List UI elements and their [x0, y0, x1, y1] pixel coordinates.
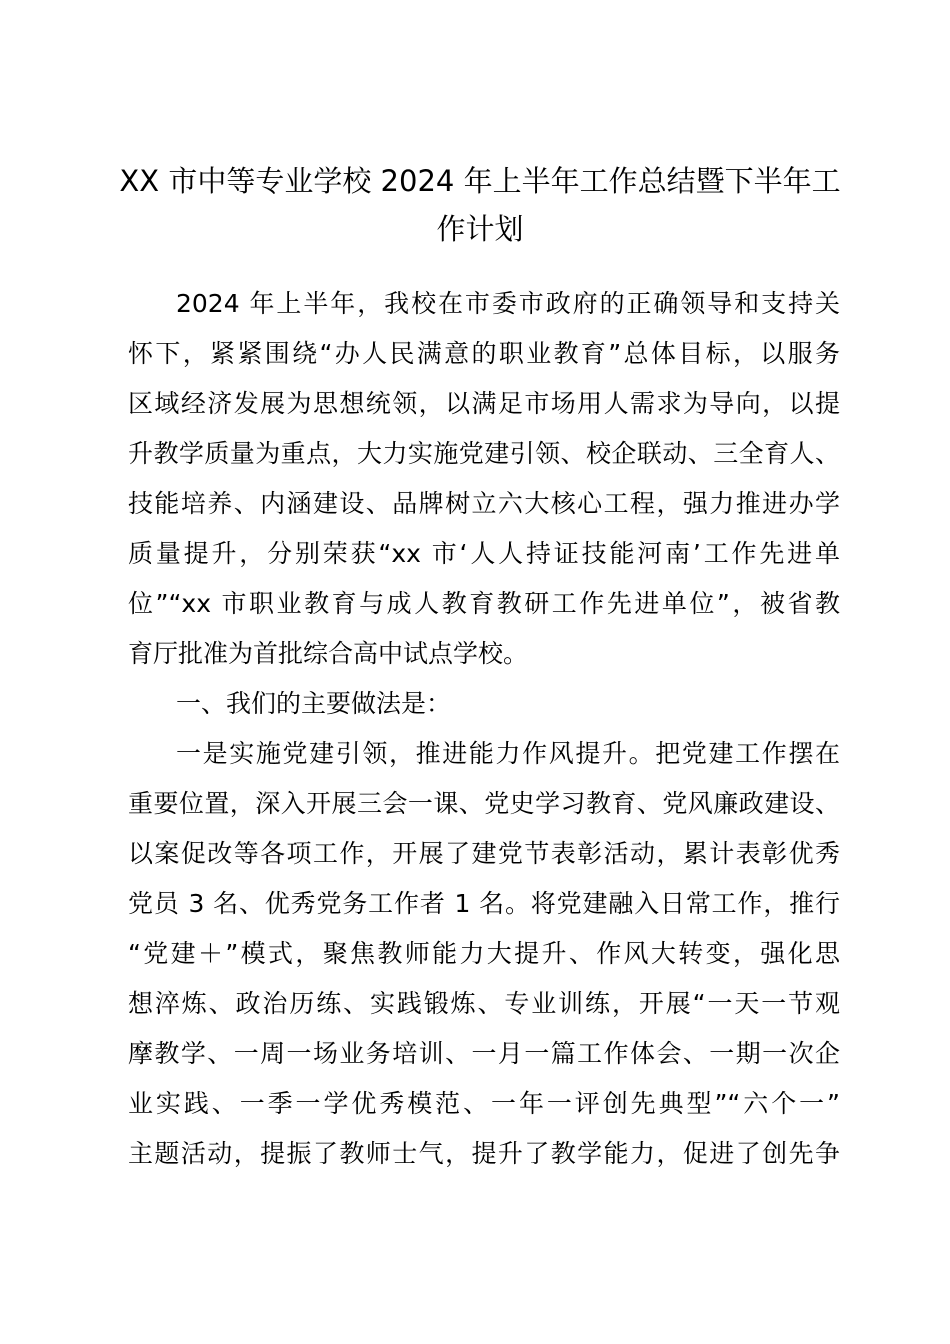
paragraph-2-line-5: “党建＋”模式，聚焦教师能力大提升、作风大转变，强化思 — [128, 939, 840, 968]
paragraph-1-line-7: 位”“xx 市职业教育与成人教育教研工作先进单位”，被省教 — [128, 589, 840, 618]
paragraph-2-line-6: 想淬炼、政治历练、实践锻炼、专业训练，开展“一天一节观 — [128, 989, 840, 1018]
paragraph-1-line-8: 育厅批准为首批综合高中试点学校。 — [128, 639, 529, 668]
paragraph-2-line-9: 主题活动，提振了教师士气，提升了教学能力，促进了创先争 — [128, 1139, 840, 1168]
paragraph-1-line-6: 质量提升，分别荣获“xx 市‘人人持证技能河南’工作先进单 — [128, 539, 840, 568]
paragraph-1-line-2: 怀下，紧紧围绕“办人民满意的职业教育”总体目标，以服务 — [128, 339, 840, 368]
paragraph-1-line-1: 2024 年上半年，我校在市委市政府的正确领导和支持关 — [176, 289, 840, 318]
paragraph-1-line-3: 区域经济发展为思想统领，以满足市场用人需求为导向，以提 — [128, 389, 840, 418]
document-title-line-2: 作计划 — [436, 212, 524, 246]
section-heading: 一、我们的主要做法是： — [176, 689, 452, 718]
paragraph-1-line-5: 技能培养、内涵建设、品牌树立六大核心工程，强力推进办学 — [128, 489, 840, 518]
paragraph-2-line-4: 党员 3 名、优秀党务工作者 1 名。将党建融入日常工作，推行 — [128, 889, 840, 918]
paragraph-2-line-1: 一是实施党建引领，推进能力作风提升。把党建工作摆在 — [176, 739, 840, 768]
paragraph-2-line-2: 重要位置，深入开展三会一课、党史学习教育、党风廉政建设、 — [128, 789, 840, 818]
paragraph-2-line-3: 以案促改等各项工作，开展了建党节表彰活动，累计表彰优秀 — [128, 839, 840, 868]
paragraph-2-line-7: 摩教学、一周一场业务培训、一月一篇工作体会、一期一次企 — [128, 1039, 840, 1068]
document-title-line-1: XX 市中等专业学校 2024 年上半年工作总结暨下半年工 — [119, 164, 841, 198]
paragraph-2-line-8: 业实践、一季一学优秀模范、一年一评创先典型”“六个一” — [128, 1089, 840, 1118]
paragraph-1-line-4: 升教学质量为重点，大力实施党建引领、校企联动、三全育人、 — [128, 439, 840, 468]
